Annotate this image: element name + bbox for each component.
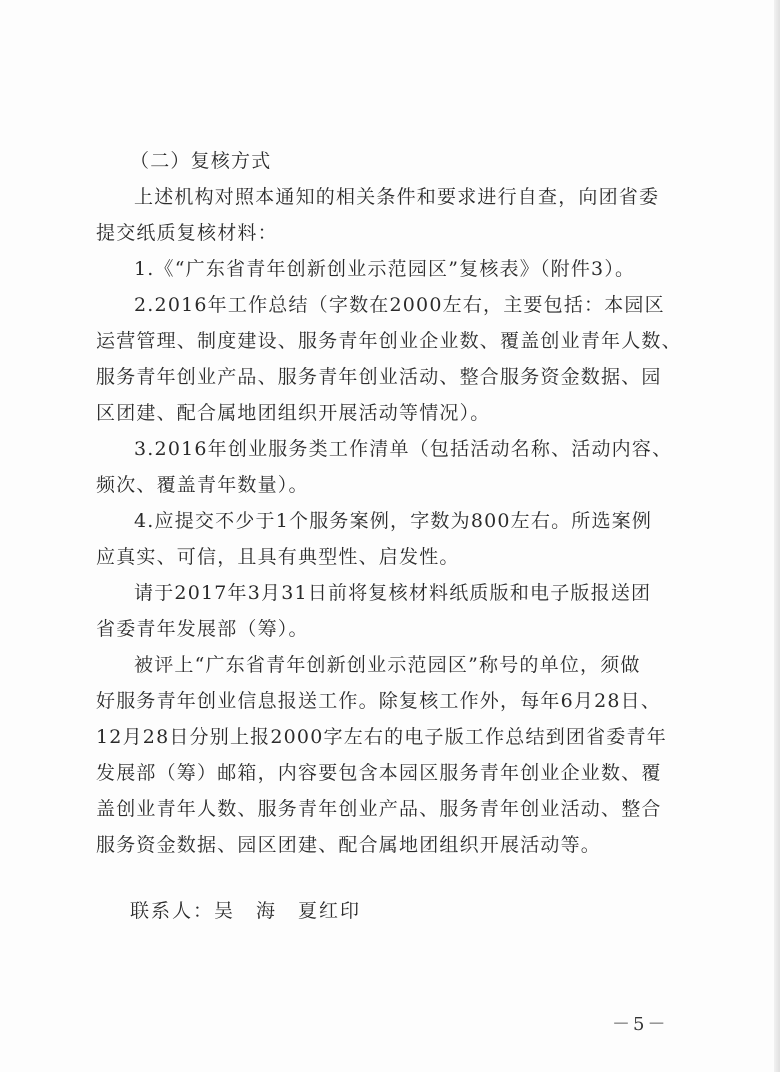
paragraph-line: 提交纸质复核材料： <box>96 222 278 244</box>
section-heading: （二）复核方式 <box>130 150 272 172</box>
paragraph-line: 1.《“广东省青年创新创业示范园区”复核表》（附件3）。 <box>134 258 636 280</box>
paragraph-line: 应真实、可信，且具有典型性、启发性。 <box>96 546 460 568</box>
paragraph-line: 省委青年发展部（筹）。 <box>96 618 309 640</box>
page-number: －5－ <box>612 1014 669 1035</box>
paragraph-line: 运营管理、制度建设、服务青年创业企业数、覆盖创业青年人数、 <box>96 330 682 352</box>
paragraph-line: 频次、覆盖青年数量）。 <box>96 474 309 496</box>
paragraph-line: 3.2016年创业服务类工作清单（包括活动名称、活动内容、 <box>134 438 673 460</box>
paragraph-line: 区团建、配合属地团组织开展活动等情况）。 <box>96 402 491 424</box>
paragraph-line: 12月28日分别上报2000字左右的电子版工作总结到团省委青年 <box>96 726 667 748</box>
paragraph-line: 上述机构对照本通知的相关条件和要求进行自查，向团省委 <box>134 186 660 208</box>
paragraph-line: 盖创业青年人数、服务青年创业产品、服务青年创业活动、整合 <box>96 798 662 820</box>
paragraph-line: 被评上“广东省青年创新创业示范园区”称号的单位，须做 <box>134 654 641 676</box>
paragraph-line: 服务青年创业产品、服务青年创业活动、整合服务资金数据、园 <box>96 366 662 388</box>
paragraph-line: 好服务青年创业信息报送工作。除复核工作外，每年6月28日、 <box>96 690 662 712</box>
scan-edge <box>774 0 780 1072</box>
contact-line: 联系人：吴 海 夏红印 <box>130 900 362 922</box>
paragraph-line: 2.2016年工作总结（字数在2000左右，主要包括：本园区 <box>134 294 665 316</box>
paragraph-line: 请于2017年3月31日前将复核材料纸质版和电子版报送团 <box>134 582 652 604</box>
paragraph-line: 发展部（筹）邮箱，内容要包含本园区服务青年创业企业数、覆 <box>96 762 662 784</box>
paragraph-line: 4.应提交不少于1个服务案例，字数为800左右。所选案例 <box>134 510 653 532</box>
paragraph-line: 服务资金数据、园区团建、配合属地团组织开展活动等。 <box>96 834 602 856</box>
